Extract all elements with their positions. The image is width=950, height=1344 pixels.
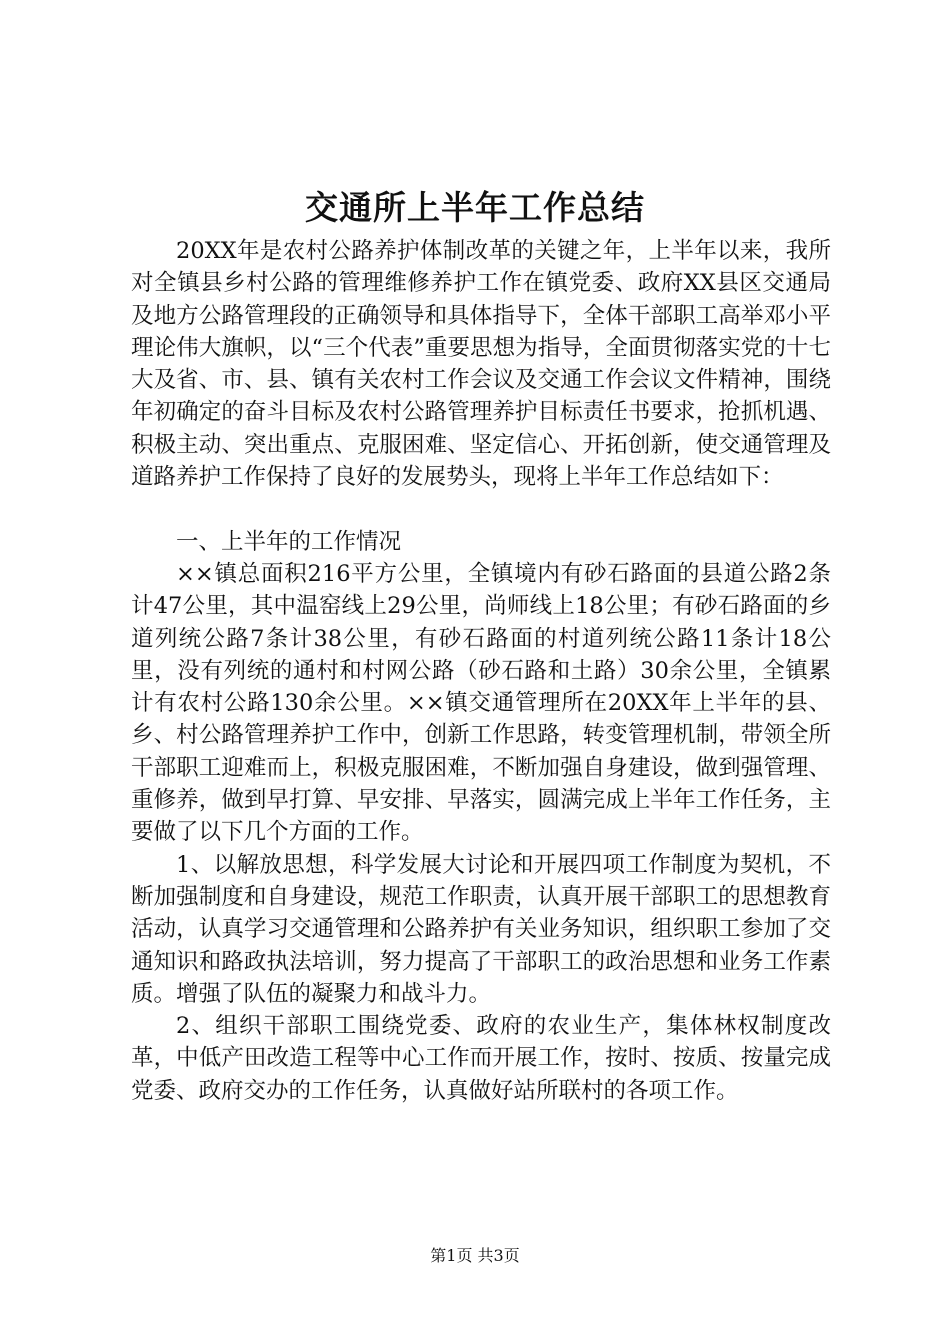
paragraph-spacer [131, 493, 831, 525]
paragraph-overview: ××镇总面积216平方公里，全镇境内有砂石路面的县道公路2条计47公里，其中温窑线上29公里，尚师线上18公里；有砂石路面的乡道列统公路7条计38公里，有砂石路面的村道列统公路11条计18公里，没有列统的通村和村网公路（砂石路和土路）30余公里，全镇累计有农村公路130余公里。××镇交通管理所在20XX年上半年的县、乡、村公路管理养护工作中，创新工作思路，转变管理机制，带领全所干部职工迎难而上，积极克服困难，不断加强自身建设，做到强管理、重修养，做到早打算、早安排、早落实，圆满完成上半年工作任务，主要做了以下几个方面的工作。 [131, 560, 831, 846]
paragraph-item-2: 2、组织干部职工围绕党委、政府的农业生产，集体林权制度改革，中低产田改造工程等中心工作而开展工作，按时、按质、按量完成党委、政府交办的工作任务，认真做好站所联村的各项工作。 [131, 1013, 831, 1104]
paragraph-item-1: 1、以解放思想，科学发展大讨论和开展四项工作制度为契机，不断加强制度和自身建设，规范工作职责，认真开展干部职工的思想教育活动，认真学习交通管理和公路养护有关业务知识，组织职工参加了交通知识和路政执法培训，努力提高了干部职工的政治思想和业务工作素质。增强了队伍的凝聚力和战斗力。 [131, 851, 831, 1007]
section-heading: 一、上半年的工作情况 [176, 528, 402, 555]
document-body [131, 235, 831, 1107]
page-number-footer: 第1页 共3页 [430, 1246, 520, 1265]
document-title: 交通所上半年工作总结 [305, 188, 645, 227]
paragraph-intro: 20XX年是农村公路养护体制改革的关键之年，上半年以来，我所对全镇县乡村公路的管理维修养护工作在镇党委、政府XX县区交通局及地方公路管理段的正确领导和具体指导下，全体干部职工高举邓小平理论伟大旗帜，以“三个代表”重要思想为指导，全面贯彻落实党的十七大及省、市、县、镇有关农村工作会议及交通工作会议文件精神，围绕年初确定的奋斗目标及农村公路管理养护目标责任书要求，抢抓机遇、积极主动、突出重点、克服困难、坚定信心、开拓创新，使交通管理及道路养护工作保持了良好的发展势头，现将上半年工作总结如下： [131, 238, 831, 491]
